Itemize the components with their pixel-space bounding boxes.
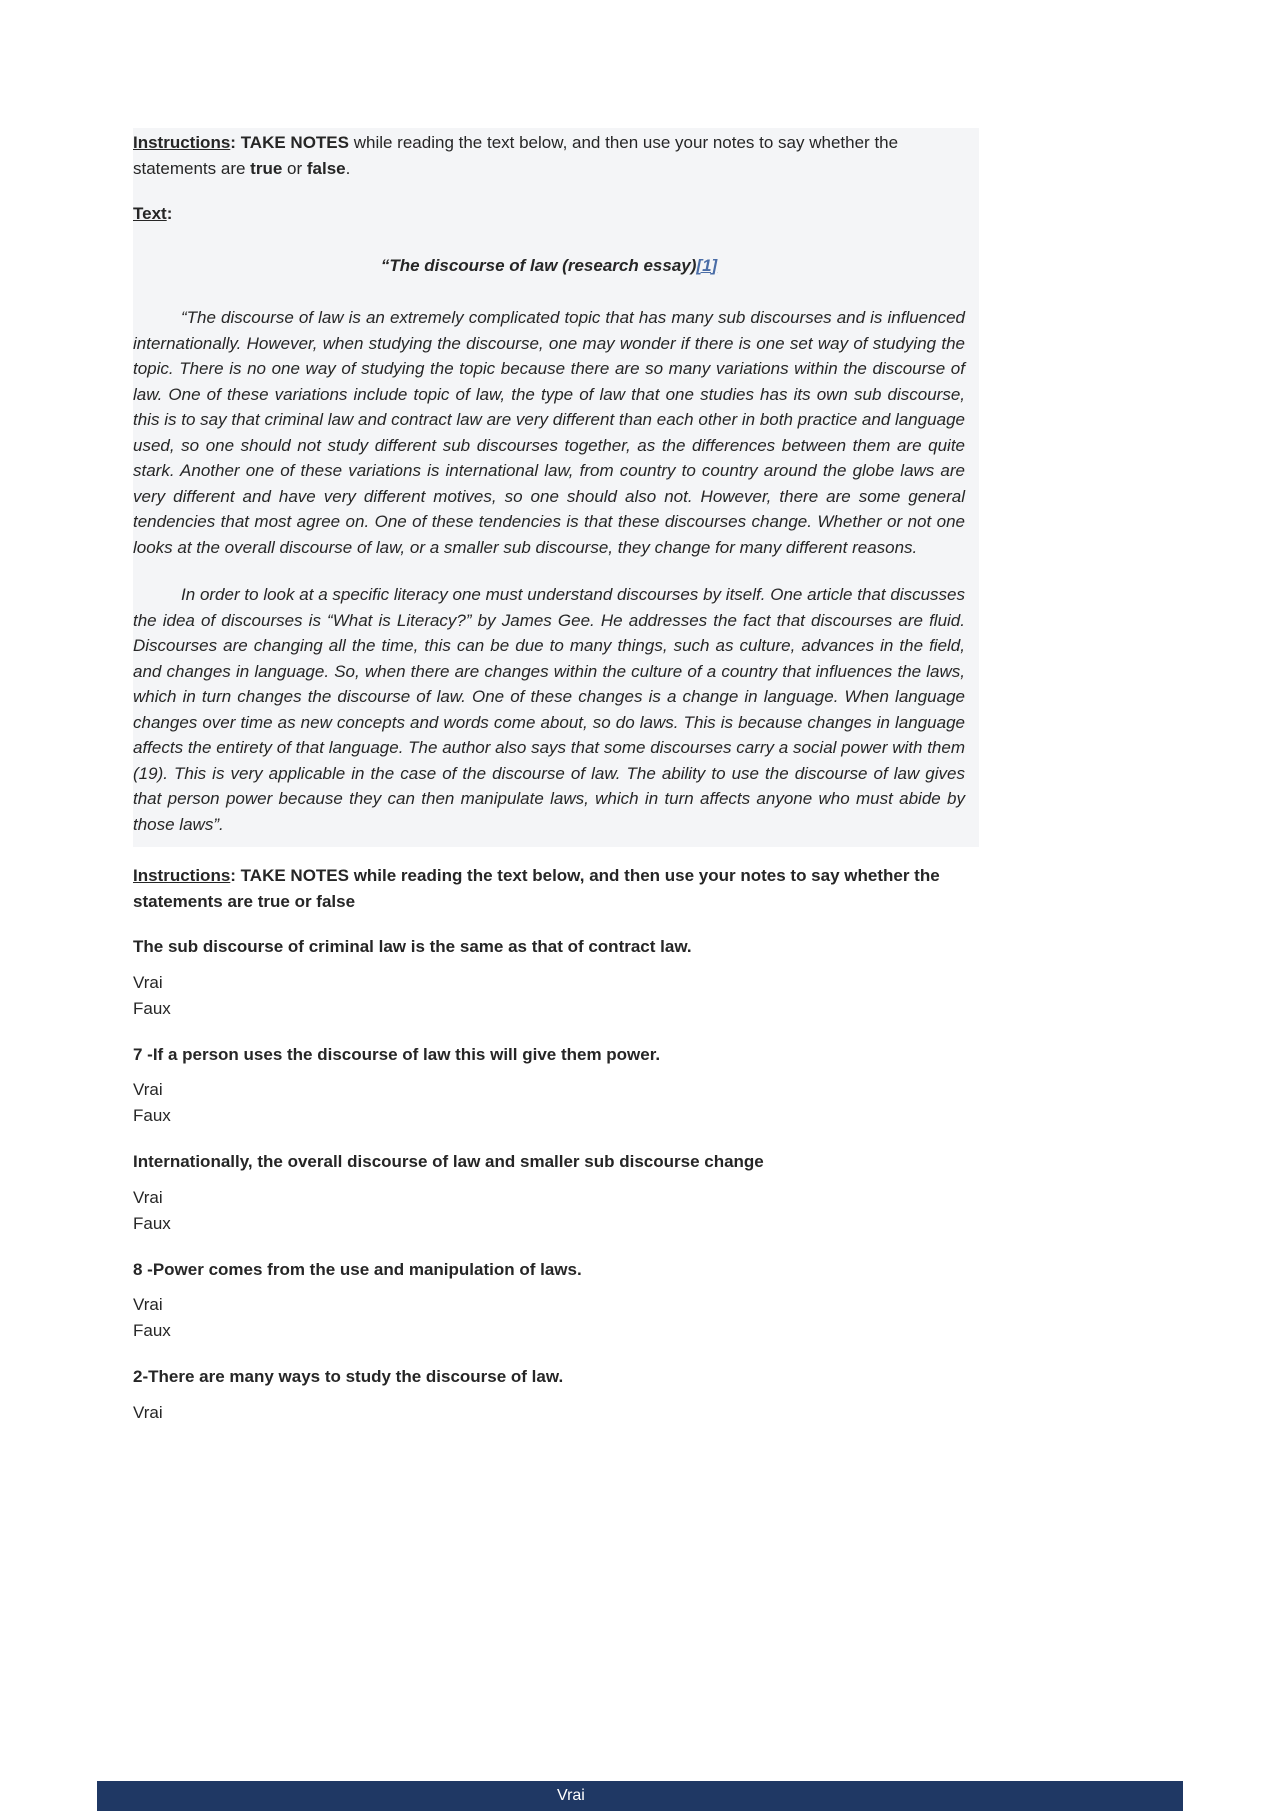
or-word: or bbox=[282, 158, 307, 178]
essay-title-text: The discourse of law (research essay) bbox=[389, 255, 697, 275]
answer-option-vrai[interactable]: Vrai bbox=[133, 972, 163, 992]
instructions-label: Instructions bbox=[133, 133, 231, 152]
second-instructions-text: : TAKE NOTES while reading the text below, and then use your notes to say whether the statements are true or false bbox=[133, 866, 940, 911]
instructions-period: . bbox=[345, 158, 351, 178]
question-statement: Internationally, the overall discourse of law and smaller sub discourse change bbox=[133, 1152, 764, 1171]
selected-answer-label: Vrai bbox=[557, 1787, 585, 1804]
document-page bbox=[133, 0, 979, 1426]
question-statement: 7 -If a person uses the discourse of law this will give them power. bbox=[133, 1044, 661, 1064]
instructions-colon: : bbox=[230, 133, 241, 152]
question-2 bbox=[133, 1042, 979, 1130]
question-statement: 8 -Power comes from the use and manipulation of laws. bbox=[133, 1259, 582, 1279]
text-label bbox=[133, 201, 965, 227]
answer-option-faux[interactable]: Faux bbox=[133, 1321, 171, 1340]
true-word: true bbox=[250, 158, 283, 178]
reading-section bbox=[133, 128, 979, 847]
answer-option-faux[interactable]: Faux bbox=[133, 1213, 171, 1233]
answer-option-vrai[interactable]: Vrai bbox=[133, 1080, 163, 1099]
false-word: false bbox=[306, 158, 346, 178]
question-4 bbox=[133, 1257, 979, 1345]
selected-answer-bar[interactable] bbox=[97, 1781, 1183, 1811]
answer-option-vrai[interactable]: Vrai bbox=[133, 1402, 163, 1422]
footnote-link[interactable]: [1] bbox=[696, 255, 718, 275]
question-5 bbox=[133, 1364, 979, 1426]
question-options bbox=[133, 1185, 979, 1237]
text-label-word: Text bbox=[133, 204, 167, 223]
question-options bbox=[133, 970, 979, 1022]
essay-paragraph-2: In order to look at a specific literacy one must understand discourses by itself. One article that discusses the idea of discourses is “What is Literacy?” by James Gee. He addresses the fact that discourses are fluid. Discourses are changing all the time, this can be due to many things, such as culture, advances in the field, and changes in language. So, when there are changes within the culture of a country that influences the laws, which in turn changes the discourse of law. One of these changes is a change in language. When language changes over time as new concepts and words come about, so do laws. This is because changes in language affects the entirety of that language. The author also says that some discourses carry a social power with them (19). This is very applicable in the case of the discourse of law. The ability to use the discourse of law gives that person power because they can then manipulate laws, which in turn affects anyone who must abide by those laws”. bbox=[133, 585, 965, 834]
answer-option-faux[interactable]: Faux bbox=[133, 1106, 171, 1125]
answer-option-vrai[interactable]: Vrai bbox=[133, 1187, 163, 1207]
question-options bbox=[133, 1400, 979, 1426]
question-statement: The sub discourse of criminal law is the same as that of contract law. bbox=[133, 937, 692, 956]
take-notes-phrase: TAKE NOTES bbox=[240, 133, 349, 152]
question-statement: 2-There are many ways to study the discourse of law. bbox=[133, 1367, 564, 1386]
question-options bbox=[133, 1077, 979, 1129]
answer-option-vrai[interactable]: Vrai bbox=[133, 1295, 163, 1314]
second-instructions bbox=[133, 863, 979, 914]
essay-title-open-quote: “ bbox=[380, 255, 390, 275]
essay-title bbox=[133, 253, 965, 279]
essay-paragraph-1: “The discourse of law is an extremely complicated topic that has many sub discourses and is influenced internationally. However, when studying the discourse, one may wonder if there is one set way of studying the topic. There is no one way of studying the topic because there are so many variations within the discourse of law. One of these variations include topic of law, the type of law that one studies has its own sub discourse, this is to say that criminal law and contract law are very different than each other in both practice and language used, so one should not study different sub discourses together, as the differences between them are quite stark. Another one of these variations is international law, from country to country around the globe laws are very different and have very different motives, so one should also not. However, there are some general tendencies that most agree on. One of these tendencies is that these discourses change. Whether or not one looks at the overall discourse of law, or a smaller sub discourse, they change for many different reasons. bbox=[133, 308, 965, 557]
question-options bbox=[133, 1292, 979, 1344]
answer-option-faux[interactable]: Faux bbox=[133, 998, 171, 1018]
top-instructions bbox=[133, 130, 965, 181]
question-1 bbox=[133, 934, 979, 1022]
question-3 bbox=[133, 1149, 979, 1237]
text-label-colon: : bbox=[166, 204, 173, 223]
instructions-middle-text: while reading the text below, and then use your notes to say whether the statements are bbox=[133, 133, 899, 178]
second-instructions-label: Instructions bbox=[133, 866, 231, 885]
